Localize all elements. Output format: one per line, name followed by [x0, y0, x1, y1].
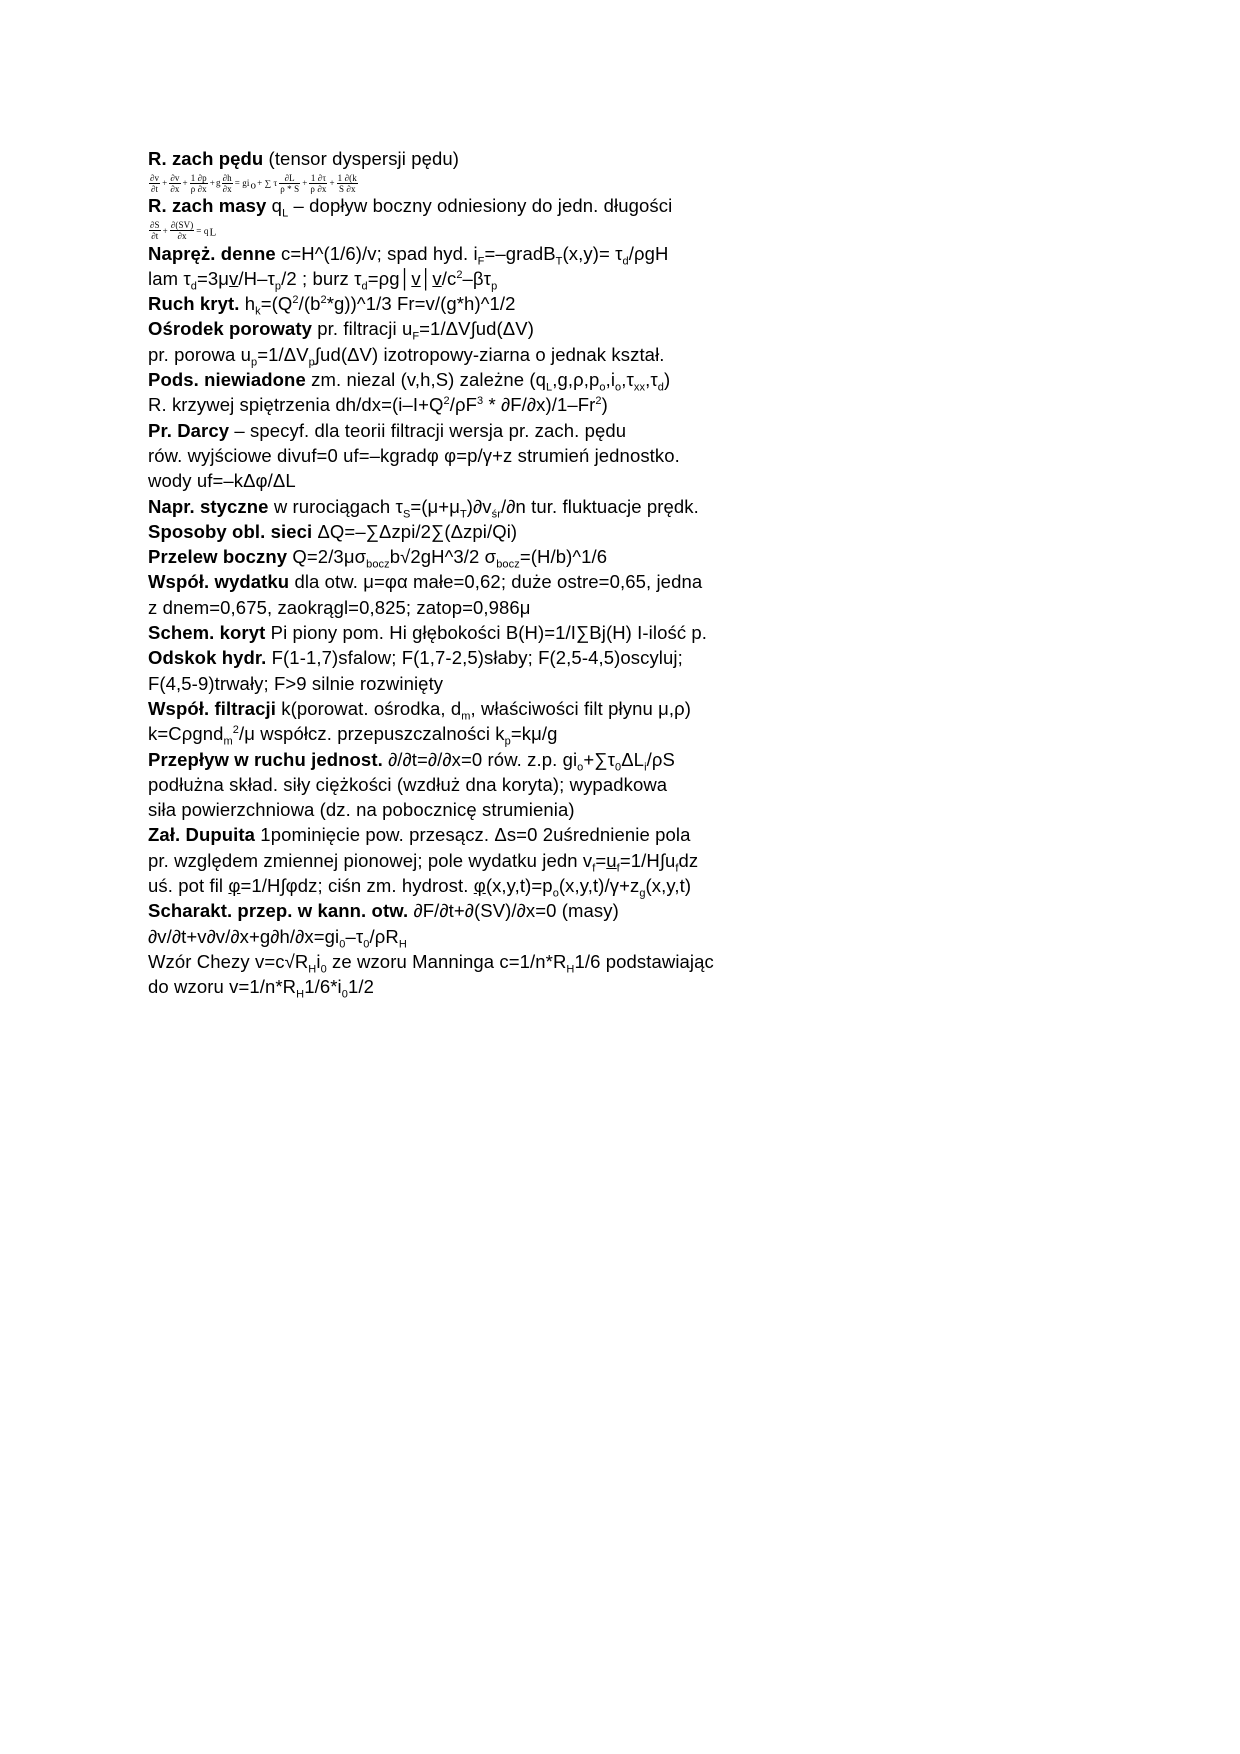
- line-filtration-coef: [148, 696, 808, 721]
- text: *g))^1/3 Fr=v/(g*h)^1/2: [326, 293, 516, 315]
- subscript: p: [504, 735, 511, 748]
- line-mass-eq-title: [148, 193, 808, 218]
- text: │: [420, 267, 433, 289]
- text: 1/6*i: [304, 976, 342, 998]
- subscript: m: [461, 710, 471, 723]
- superscript: 2: [595, 395, 602, 408]
- fraction-num: ∂L: [279, 173, 300, 184]
- subscript: o: [577, 761, 584, 774]
- text: ze wzoru Manninga c=1/n*R: [326, 950, 567, 972]
- line-critical-flow: [148, 291, 808, 316]
- text: ,τ: [645, 369, 658, 391]
- underlined-text: φ: [228, 875, 241, 897]
- heading: Współ. wydatku: [148, 571, 290, 593]
- text: /c: [441, 267, 457, 289]
- superscript: 2: [320, 294, 327, 307]
- subscript: T: [555, 255, 563, 268]
- subscript: d: [190, 280, 197, 293]
- line-permeability: [148, 721, 808, 746]
- line-pore-velocity: [148, 342, 808, 367]
- line-open-channel-momentum: [148, 924, 808, 949]
- text: wody uf=–kΔφ/ΔL: [148, 470, 296, 492]
- symbol: + ∑ τ: [257, 178, 278, 189]
- subscript: p: [274, 280, 282, 293]
- text: –τ: [345, 925, 364, 947]
- line-backwater-curve: [148, 392, 808, 417]
- fraction-num: ∂v: [150, 172, 160, 183]
- symbol: g: [215, 177, 221, 188]
- text: ,τ: [621, 369, 634, 391]
- text: (x,y,t): [645, 875, 692, 897]
- fraction-den: ∂x: [177, 231, 187, 242]
- fraction-den: ∂x: [170, 183, 180, 194]
- subscript: H: [566, 963, 575, 976]
- subscript: 0: [341, 988, 348, 1001]
- text: =kμ/g: [510, 723, 558, 745]
- subscript: śr: [491, 508, 502, 521]
- text: =(Q: [260, 293, 293, 315]
- line-unknowns: [148, 367, 808, 392]
- text: lam τ: [148, 267, 191, 289]
- subscript: i: [644, 761, 647, 774]
- subscript: H: [296, 988, 305, 1001]
- subscript: xx: [633, 381, 646, 394]
- subscript: H: [398, 938, 407, 951]
- subscript: S: [402, 508, 411, 521]
- text: )∂v: [466, 495, 492, 517]
- text: (x,y,t)=p: [485, 875, 553, 897]
- text: w rurociągach τ: [268, 495, 403, 517]
- text: =(μ+μ: [410, 495, 460, 517]
- text: , właściwości filt płynu μ,ρ): [470, 697, 691, 719]
- heading: Ruch kryt.: [148, 293, 240, 315]
- underlined-text: v: [432, 267, 442, 289]
- fraction-den: ρ ∂x: [310, 183, 327, 194]
- text: b√2gH^3/2 σ: [389, 546, 497, 568]
- text: pr. względem zmiennej pionowej; pole wydatku jedn v: [148, 849, 593, 871]
- line-chezy: [148, 949, 808, 974]
- line-porous-medium: [148, 316, 808, 344]
- text: (x,y)= τ: [562, 242, 623, 264]
- text: k=Cρgnd: [148, 723, 224, 745]
- text: – dopływ boczny odniesiony do jedn. długości: [288, 195, 673, 217]
- formula-mass: [148, 219, 808, 241]
- line-bed-stress: [148, 241, 808, 266]
- text: ∂v/∂t+v∂v/∂x+g∂h/∂x=gi: [148, 925, 340, 947]
- fraction-num: ∂S: [150, 220, 160, 231]
- fraction-num: ∂v: [170, 172, 180, 183]
- symbol: = q: [196, 225, 209, 236]
- heading: R. zach pędu: [148, 148, 264, 169]
- subscript: 0: [339, 938, 346, 951]
- heading: Ośrodek porowaty: [148, 318, 313, 340]
- text: –βτ: [462, 267, 492, 289]
- subscript: L: [546, 381, 553, 394]
- text: /ρR: [369, 925, 399, 947]
- subscript: p: [308, 356, 315, 369]
- subscript: T: [459, 508, 467, 521]
- text: ∂/∂t=∂/∂x=0 rów. z.p. gi: [382, 748, 578, 770]
- line-dupuit: [148, 822, 808, 847]
- fraction-den: ∂t: [151, 231, 159, 242]
- line-water-flux: [148, 468, 808, 493]
- heading: Pods. niewiadone: [148, 369, 306, 391]
- fraction-num: 1 ∂p: [190, 172, 207, 183]
- text: dla otw. μ=φα małe=0,62; duże ostre=0,65, jedna: [289, 571, 703, 593]
- text: =3μ: [196, 267, 230, 289]
- text: =: [595, 849, 607, 871]
- text: R. krzywej spiętrzenia dh/dx=(i–I+Q: [148, 394, 444, 416]
- subscript: 0: [363, 938, 370, 951]
- subscript: o: [615, 381, 622, 394]
- text: ΔL: [621, 748, 645, 770]
- line-laminar-turbulent: [148, 266, 808, 291]
- heading: Odskok hydr.: [148, 647, 267, 669]
- mass-formula: $\frac{\partial S}{\partial t}$ + $\frac{\partial(SV)}{\partial x}$ = $q_L$: [150, 220, 217, 242]
- text: zm. niezal (v,h,S) zależne (q: [305, 369, 547, 391]
- subscript: bocz: [496, 558, 520, 571]
- text: i: [316, 950, 321, 972]
- line-steady-flow: [148, 747, 808, 772]
- subscript: F: [477, 255, 485, 268]
- text: =1/H∫φdz; ciśn zm. hydrost.: [240, 875, 474, 897]
- fraction-num: 1 ∂(k: [337, 172, 357, 183]
- fraction-den: S ∂x: [338, 183, 356, 194]
- text: q: [266, 195, 283, 217]
- subscript: H: [308, 963, 317, 976]
- line-side-weir: [148, 544, 808, 569]
- text: – specyf. dla teorii filtracji wersja pr. zach. pędu: [229, 419, 627, 441]
- text: rów. wyjściowe divuf=0 uf=–kgradφ φ=p/γ+z strumień jednostko.: [148, 444, 680, 466]
- text: Pi piony pom. Hi głębokości B(H)=1/I∑Bj(H) I-ilość p.: [265, 622, 708, 644]
- superscript: 2: [456, 268, 463, 281]
- subscript: f: [675, 862, 679, 875]
- text: pr. porowa u: [148, 343, 252, 365]
- subscript: 0: [615, 761, 622, 774]
- text: /ρgH: [628, 242, 669, 264]
- subscript: o: [599, 381, 606, 394]
- line-dupuit-cont-1: [148, 848, 808, 873]
- fraction-num: ∂(SV): [170, 220, 194, 231]
- text: c=H^(1/6)/v; spad hyd. i: [275, 242, 478, 264]
- text: Wzór Chezy v=c√R: [148, 950, 309, 972]
- subscript: d: [622, 255, 629, 268]
- line-darcy: [148, 418, 808, 443]
- line-dupuit-cont-2: [148, 873, 808, 898]
- text: h: [239, 293, 256, 315]
- text: pr. filtracji u: [312, 318, 413, 340]
- text: podłużna skład. siły ciężkości (wzdłuż dna koryta); wypadkowa: [148, 773, 668, 795]
- text: 1pominięcie pow. przesącz. Δs=0 2uśrednienie pola: [255, 824, 691, 846]
- fraction-num: 1 ∂τ: [310, 172, 327, 183]
- subscript: bocz: [366, 558, 390, 571]
- text: +∑τ: [583, 748, 615, 770]
- subscript: L: [209, 226, 217, 239]
- text: ): [664, 369, 671, 391]
- line-hydraulic-jump: [148, 645, 808, 670]
- fraction-den: ρ ∂x: [190, 183, 207, 194]
- underlined-text: u: [606, 849, 617, 871]
- superscript: 2: [292, 294, 299, 307]
- subscript: L: [282, 207, 289, 220]
- line-channel-scheme: [148, 620, 808, 645]
- text: ∂F/∂t+∂(SV)/∂x=0 (masy): [408, 900, 619, 922]
- text: 1/2: [347, 976, 374, 998]
- subscript: f: [616, 862, 620, 875]
- heading: Schem. koryt: [148, 622, 266, 644]
- heading: Przepływ w ruchu jednost.: [148, 748, 383, 770]
- subscript: m: [223, 735, 233, 748]
- fraction-den: ∂t: [151, 183, 159, 194]
- text: (tensor dyspersji pędu): [263, 148, 460, 169]
- formula-momentum: [148, 171, 808, 193]
- heading: Zał. Dupuita: [148, 824, 256, 846]
- underlined-text: v: [229, 267, 239, 289]
- heading: Pr. Darcy: [148, 419, 230, 441]
- superscript: 2: [232, 724, 239, 737]
- heading: Współ. filtracji: [148, 697, 277, 719]
- heading: Napr. styczne: [148, 495, 269, 517]
- subscript: g: [639, 887, 646, 900]
- text: do wzoru v=1/n*R: [148, 976, 297, 998]
- subscript: k: [255, 305, 261, 318]
- heading: Scharakt. przep. w kann. otw.: [148, 900, 409, 922]
- line-surface-force: [148, 797, 808, 822]
- line-network-calc: [148, 519, 808, 544]
- text: ΔQ=–∑Δzpi/2∑(Δzpi/Qi): [312, 520, 518, 542]
- text: =1/ΔV∫ud(ΔV): [419, 318, 534, 340]
- text: siła powierzchniowa (dz. na pobocznicę strumienia): [148, 799, 575, 821]
- line-base-equations: [148, 443, 808, 468]
- line-discharge-coef: [148, 569, 808, 594]
- heading: Napręż. denne: [148, 242, 276, 264]
- subscript: o: [552, 887, 559, 900]
- subscript: 0: [320, 963, 327, 976]
- heading: Przelew boczny: [148, 546, 288, 568]
- fraction-den: ∂x: [222, 183, 232, 194]
- fraction-num: ∂h: [222, 172, 232, 183]
- underlined-text: v: [411, 267, 421, 289]
- heading: Sposoby obl. sieci: [148, 520, 313, 542]
- line-hydraulic-jump-cont: [148, 671, 808, 696]
- fraction-den: ρ * S: [280, 183, 300, 194]
- text: /μ współcz. przepuszczalności k: [239, 723, 505, 745]
- text: =–gradB: [484, 242, 556, 264]
- subscript: p: [491, 280, 498, 293]
- heading: R. zach masy: [148, 195, 267, 217]
- underlined-text: φ: [473, 875, 486, 897]
- document-page: [148, 146, 808, 1000]
- text: (x,y,t)/γ+z: [558, 875, 640, 897]
- subscript: p: [251, 356, 258, 369]
- subscript: f: [592, 862, 596, 875]
- text: /∂n tur. fluktuacje prędk.: [501, 495, 699, 517]
- superscript: 2: [443, 395, 450, 408]
- text: z dnem=0,675, zaokrągl=0,825; zatop=0,986μ: [148, 596, 531, 618]
- line-chezy-cont: [148, 974, 808, 999]
- subscript: d: [361, 280, 368, 293]
- text: /ρF: [449, 394, 477, 416]
- text: /ρS: [646, 748, 675, 770]
- text: /2 ; burz τ: [281, 267, 362, 289]
- text: ,g,ρ,p: [552, 369, 600, 391]
- text: /H–τ: [238, 267, 275, 289]
- text: ∫ud(ΔV) izotropowy-ziarna o jednak kształ.: [314, 343, 665, 365]
- text: F(4,5-9)trwały; F>9 silnie rozwinięty: [148, 672, 444, 694]
- superscript: 3: [477, 395, 484, 408]
- text: ): [601, 394, 608, 416]
- subscript: F: [412, 331, 420, 344]
- text: Q=2/3μσ: [287, 546, 367, 568]
- text: =(H/b)^1/6: [519, 546, 608, 568]
- line-momentum-eq-title: [148, 146, 808, 171]
- text: =ρg│: [367, 267, 412, 289]
- text: /(b: [298, 293, 321, 315]
- text: dz: [678, 849, 699, 871]
- line-open-channel: [148, 898, 808, 923]
- text: k(porowat. ośrodka, d: [276, 697, 462, 719]
- line-shear-stress: [148, 494, 808, 519]
- subscript: o: [250, 179, 257, 192]
- line-discharge-coef-cont: [148, 595, 808, 620]
- subscript: d: [657, 381, 664, 394]
- text: F(1-1,7)sfalow; F(1,7-2,5)słaby; F(2,5-4,5)oscyluj;: [266, 647, 683, 669]
- text: 1/6 podstawiając: [574, 950, 714, 972]
- line-gravity-component: [148, 772, 808, 797]
- symbol: = gi: [234, 178, 250, 189]
- text: ,i: [605, 369, 616, 391]
- text: uś. pot fil: [148, 875, 229, 897]
- text: =1/H∫u: [619, 849, 676, 871]
- text: * ∂F/∂x)/1–Fr: [483, 394, 596, 416]
- momentum-formula: $\frac{\partial v}{\partial t}$ + $\frac{\partial v}{\partial x}$ + $\frac{1 \partial p}{\rho \partial x}$ +g $\frac{\partial h}{\partial x}$ = $gi_o+$ ∑ τ $\frac{\partial L}{\rho * S}$ + $\frac{1 \partial\tau}{\rho \partial x}$ + $\frac{1 \partial(k}{S \partial x}$: [150, 172, 357, 194]
- text: =1/ΔV: [257, 343, 309, 365]
